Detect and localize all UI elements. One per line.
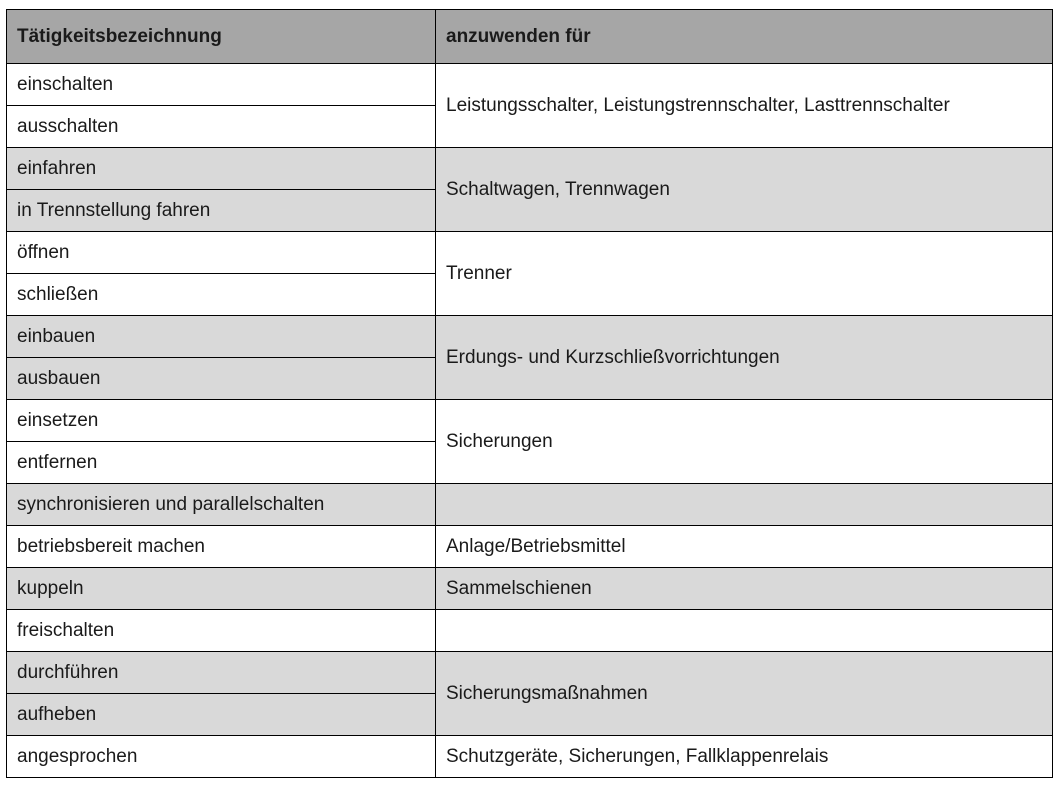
activity-cell: einsetzen xyxy=(7,400,436,442)
table-body xyxy=(7,64,1053,778)
activity-cell: freischalten xyxy=(7,610,436,652)
applies-to-cell: Schaltwagen, Trennwagen xyxy=(436,148,1053,232)
applies-to-cell: Leistungsschalter, Leistungstrennschalter, Lasttrennschalter xyxy=(436,64,1053,148)
activity-cell: entfernen xyxy=(7,442,436,484)
activity-cell: schließen xyxy=(7,274,436,316)
activity-cell: kuppeln xyxy=(7,568,436,610)
activity-cell: ausschalten xyxy=(7,106,436,148)
table-row xyxy=(7,526,1053,568)
activity-table xyxy=(6,9,1053,778)
table-row xyxy=(7,736,1053,778)
applies-to-cell xyxy=(436,484,1053,526)
table-row xyxy=(7,232,1053,274)
table-row xyxy=(7,652,1053,694)
applies-to-cell xyxy=(436,610,1053,652)
activity-cell: synchronisieren und parallelschalten xyxy=(7,484,436,526)
applies-to-cell: Sicherungen xyxy=(436,400,1053,484)
applies-to-cell: Schutzgeräte, Sicherungen, Fallklappenrelais xyxy=(436,736,1053,778)
activity-cell: einbauen xyxy=(7,316,436,358)
activity-cell: in Trennstellung fahren xyxy=(7,190,436,232)
table-row xyxy=(7,316,1053,358)
table-row xyxy=(7,64,1053,106)
table-row xyxy=(7,568,1053,610)
header-applies-to: anzuwenden für xyxy=(436,10,1053,64)
table-row xyxy=(7,610,1053,652)
applies-to-cell: Sammelschienen xyxy=(436,568,1053,610)
activity-cell: durchführen xyxy=(7,652,436,694)
applies-to-cell: Sicherungsmaßnahmen xyxy=(436,652,1053,736)
activity-cell: angesprochen xyxy=(7,736,436,778)
header-activity: Tätigkeitsbezeichnung xyxy=(7,10,436,64)
activity-cell: ausbauen xyxy=(7,358,436,400)
activity-cell: betriebsbereit machen xyxy=(7,526,436,568)
activity-cell: aufheben xyxy=(7,694,436,736)
activity-cell: öffnen xyxy=(7,232,436,274)
activity-cell: einfahren xyxy=(7,148,436,190)
table-row xyxy=(7,400,1053,442)
header-row xyxy=(7,10,1053,64)
activity-cell: einschalten xyxy=(7,64,436,106)
table-row xyxy=(7,484,1053,526)
applies-to-cell: Erdungs- und Kurzschließvorrichtungen xyxy=(436,316,1053,400)
applies-to-cell: Trenner xyxy=(436,232,1053,316)
table-row xyxy=(7,148,1053,190)
applies-to-cell: Anlage/Betriebsmittel xyxy=(436,526,1053,568)
